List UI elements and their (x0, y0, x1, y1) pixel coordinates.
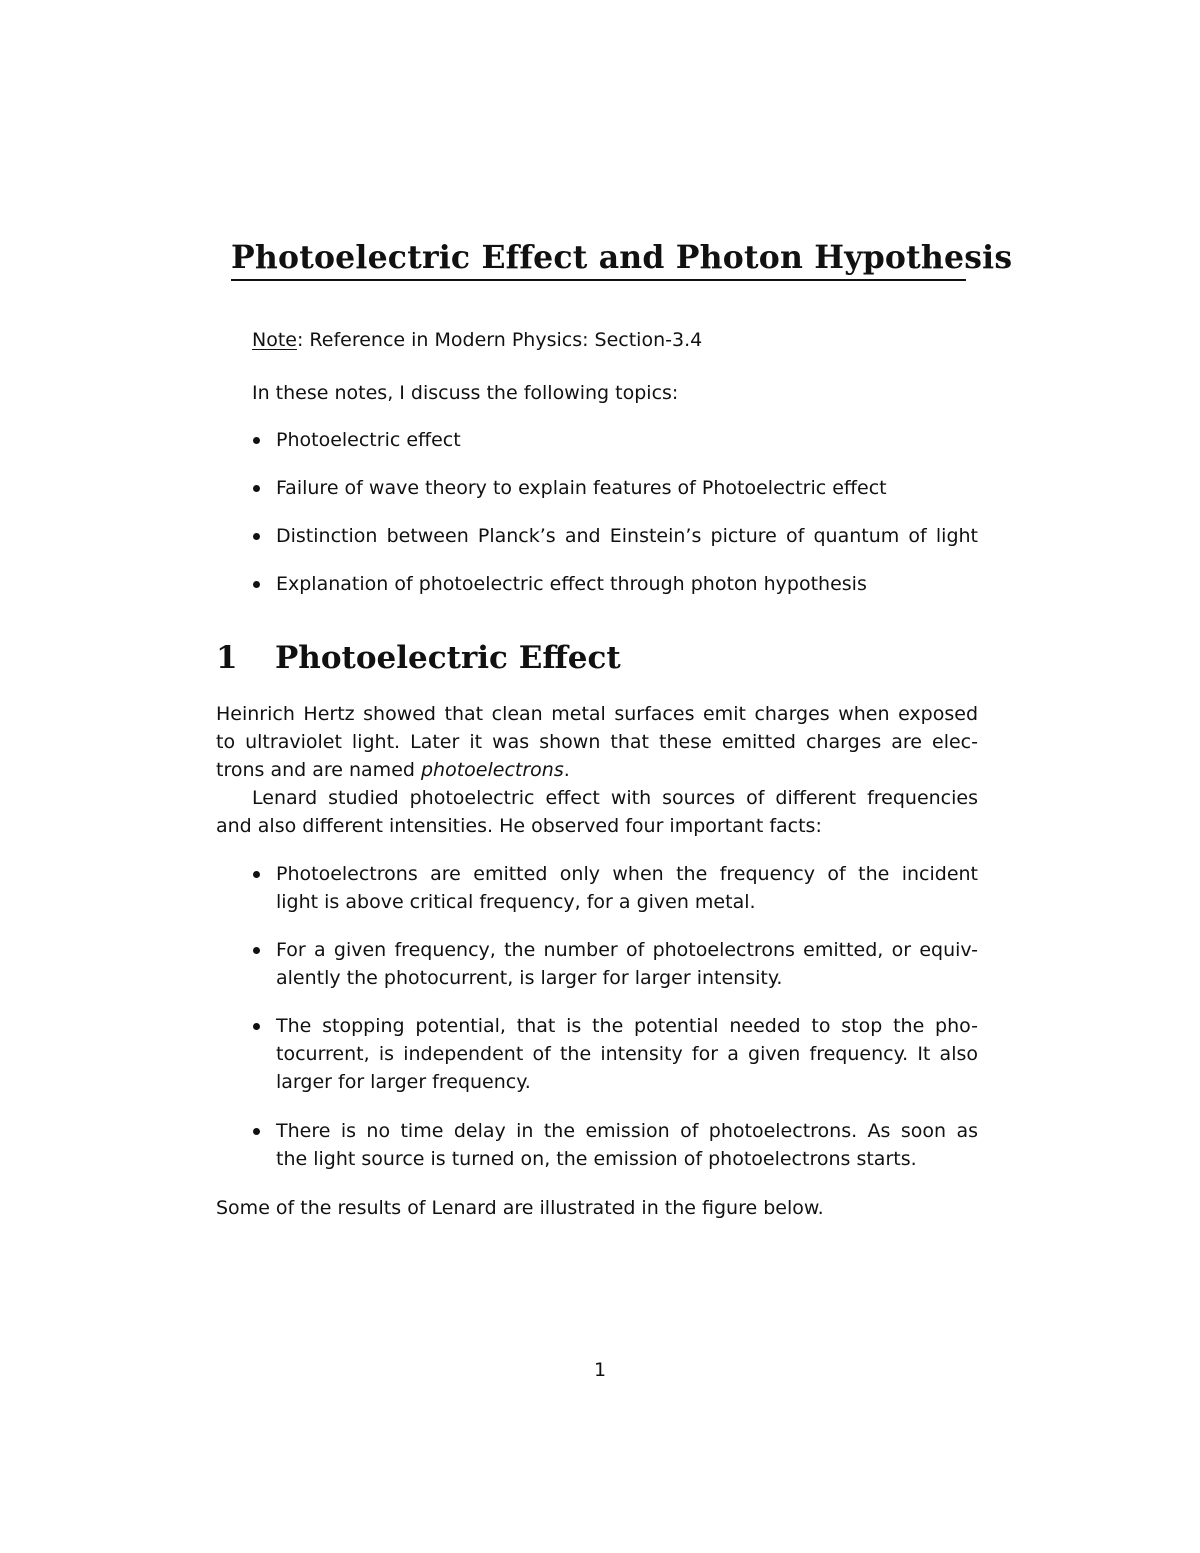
paragraph-hertz (216, 700, 978, 784)
fact-line: Photoelectrons are emitted only when the frequency of the incident (276, 863, 978, 885)
paragraph-text: trons and are named (216, 759, 421, 781)
page-number: 1 (593, 1359, 607, 1381)
fact-line: There is no time delay in the emission of photoelectrons. As soon as (276, 1120, 978, 1142)
fact-item (276, 936, 978, 992)
paragraph-line: Lenard studied photoelectric effect with sources of different frequencies (252, 787, 978, 809)
topic-item: Explanation of photoelectric effect through photon hypothesis (276, 573, 867, 595)
paragraph-line: to ultraviolet light. Later it was shown that these emitted charges are elec- (216, 731, 978, 753)
section-title: Photoelectric Effect (275, 640, 621, 676)
fact-item (276, 860, 978, 916)
topic-item (276, 522, 978, 550)
bullet-icon (253, 485, 260, 492)
fact-line: alently the photocurrent, is larger for larger intensity. (276, 967, 783, 989)
paragraph-line: and also different intensities. He observed four important facts: (216, 815, 822, 837)
bullet-icon (253, 947, 260, 954)
bullet-icon (253, 871, 260, 878)
topic-item-text: Distinction between Planck’s and Einstein’s picture of quantum of light (276, 525, 978, 547)
note-text: : Reference in Modern Physics: Section-3.4 (296, 329, 703, 351)
fact-line: the light source is turned on, the emission of photoelectrons starts. (276, 1148, 917, 1170)
paragraph-lenard (216, 784, 978, 840)
fact-line: The stopping potential, that is the potential needed to stop the pho- (276, 1015, 978, 1037)
fact-line: larger for larger frequency. (276, 1071, 531, 1093)
note-label: Note (252, 329, 297, 351)
emphasis-term: photoelectrons (420, 759, 564, 781)
topic-item: Photoelectric effect (276, 429, 461, 451)
fact-item (276, 1012, 978, 1096)
paragraph-text: . (563, 759, 570, 781)
fact-line: For a given frequency, the number of photoelectrons emitted, or equiv- (276, 939, 978, 961)
fact-line: light is above critical frequency, for a given metal. (276, 891, 756, 913)
paragraph-line: Heinrich Hertz showed that clean metal surfaces emit charges when exposed (216, 703, 978, 725)
bullet-icon (253, 581, 260, 588)
fact-item (276, 1117, 978, 1173)
bullet-icon (253, 1128, 260, 1135)
fact-line: tocurrent, is independent of the intensity for a given frequency. It also (276, 1043, 978, 1065)
topic-item: Failure of wave theory to explain features of Photoelectric effect (276, 477, 887, 499)
paragraph-line (216, 756, 978, 784)
document-title: Photoelectric Effect and Photon Hypothesis (231, 239, 1013, 276)
section-number: 1 (216, 640, 238, 676)
title-underline (231, 279, 966, 281)
note-line (252, 326, 702, 354)
closing-text: Some of the results of Lenard are illustrated in the figure below. (216, 1197, 824, 1219)
bullet-icon (253, 533, 260, 540)
bullet-icon (253, 437, 260, 444)
bullet-icon (253, 1023, 260, 1030)
intro-text: In these notes, I discuss the following topics: (252, 382, 679, 404)
